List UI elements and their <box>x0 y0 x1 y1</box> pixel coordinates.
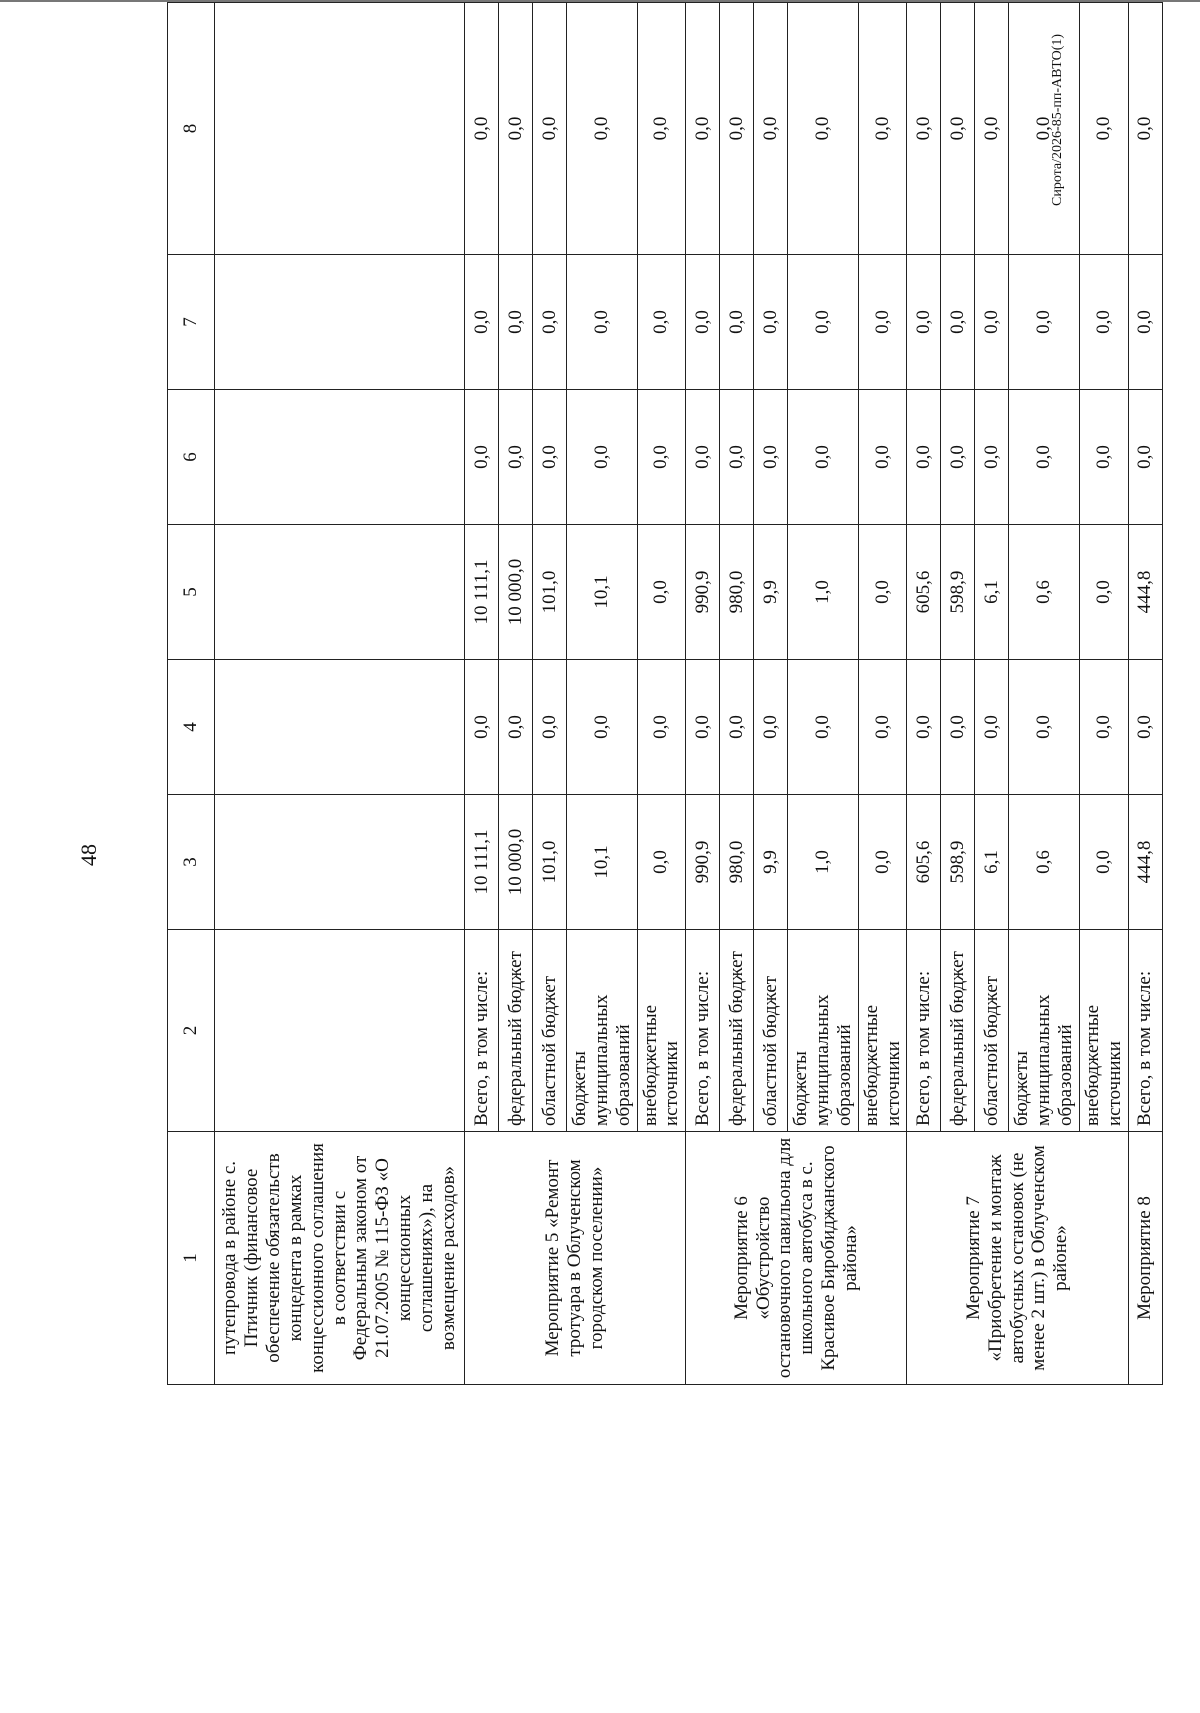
value-cell: 0,0 <box>567 660 638 795</box>
table-row <box>465 3 499 1385</box>
value-cell: 0,0 <box>941 255 975 390</box>
value-cell: 0,0 <box>637 255 686 390</box>
value-cell: 980,0 <box>720 525 754 660</box>
value-cell: 0,0 <box>533 390 567 525</box>
value-cell: 10 000,0 <box>499 795 533 930</box>
value-cell: 10 111,1 <box>465 795 499 930</box>
empty-cell <box>215 390 465 525</box>
value-cell: 0,0 <box>1079 3 1128 255</box>
funding-source: федеральный бюджет <box>720 930 754 1132</box>
value-cell: 990,9 <box>686 525 720 660</box>
value-cell: 0,0 <box>637 660 686 795</box>
value-cell: 0,0 <box>975 3 1009 255</box>
value-cell: 0,0 <box>907 3 941 255</box>
value-cell: 101,0 <box>533 525 567 660</box>
value-cell: 0,0 <box>637 525 686 660</box>
value-cell: 0,0 <box>858 390 907 525</box>
value-cell: 0,0 <box>858 525 907 660</box>
value-cell: 0,0 <box>907 660 941 795</box>
value-cell: 0,0 <box>907 255 941 390</box>
empty-cell <box>215 660 465 795</box>
funding-source: бюджеты муниципальных образований <box>567 930 638 1132</box>
value-cell: 0,0 <box>686 390 720 525</box>
empty-cell <box>215 795 465 930</box>
funding-source: областной бюджет <box>975 930 1009 1132</box>
value-cell: 0,0 <box>1079 255 1128 390</box>
value-cell: 9,9 <box>754 525 788 660</box>
funding-source: областной бюджет <box>533 930 567 1132</box>
value-cell: 0,0 <box>686 255 720 390</box>
funding-source: внебюджетные источники <box>1079 930 1128 1132</box>
value-cell: 6,1 <box>975 795 1009 930</box>
funding-source: Всего, в том числе: <box>465 930 499 1132</box>
value-cell: 0,0 <box>533 3 567 255</box>
funding-source: Всего, в том числе: <box>686 930 720 1132</box>
value-cell: 0,0 <box>720 660 754 795</box>
header-cell: 6 <box>168 390 215 525</box>
value-cell: 0,0 <box>499 255 533 390</box>
value-cell: 444,8 <box>1128 795 1162 930</box>
value-cell: 605,6 <box>907 525 941 660</box>
value-cell: 0,0 <box>1009 660 1080 795</box>
value-cell: 0,0 <box>720 255 754 390</box>
value-cell: 0,0 <box>567 255 638 390</box>
value-cell: 0,0 <box>533 660 567 795</box>
value-cell: 0,6 <box>1009 525 1080 660</box>
value-cell: 0,0 <box>1128 660 1162 795</box>
value-cell: 0,0 <box>686 3 720 255</box>
value-cell: 0,0 <box>975 390 1009 525</box>
value-cell: 9,9 <box>754 795 788 930</box>
funding-source: внебюджетные источники <box>858 930 907 1132</box>
value-cell: 0,0 <box>1128 3 1162 255</box>
value-cell: 0,0 <box>941 3 975 255</box>
value-cell: 0,0 <box>567 390 638 525</box>
value-cell: 101,0 <box>533 795 567 930</box>
header-cell: 3 <box>168 795 215 930</box>
document-code: Сирота/2026-85-пп-АВТО(1) <box>1050 33 1065 206</box>
value-cell: 0,0 <box>941 390 975 525</box>
value-cell: 980,0 <box>720 795 754 930</box>
empty-cell <box>215 3 465 255</box>
value-cell: 0,0 <box>465 255 499 390</box>
value-cell: 0,0 <box>788 255 859 390</box>
value-cell: 0,0 <box>754 255 788 390</box>
measure-title: Мероприятие 6 «Обустройство остановочного павильона для школьного автобуса в с. Красивое Биробиджанского района» <box>686 1132 907 1385</box>
value-cell: 0,0 <box>637 390 686 525</box>
value-cell: 0,0 <box>754 660 788 795</box>
header-cell: 7 <box>168 255 215 390</box>
header-cell: 8 <box>168 3 215 255</box>
value-cell: 0,0 <box>720 3 754 255</box>
value-cell: 0,0 <box>499 3 533 255</box>
budget-table <box>167 2 1163 1385</box>
funding-source: Всего, в том числе: <box>1128 930 1162 1132</box>
value-cell: 0,0 <box>499 660 533 795</box>
value-cell: 0,0 <box>465 3 499 255</box>
measure-title: Мероприятие 7 «Приобретение и монтаж автобусных остановок (не менее 2 шт.) в Облученском районе» <box>907 1132 1128 1385</box>
table-row <box>686 3 720 1385</box>
header-cell: 1 <box>168 1132 215 1385</box>
value-cell: 1,0 <box>788 525 859 660</box>
value-cell: 10,1 <box>567 525 638 660</box>
value-cell: 0,0 <box>686 660 720 795</box>
value-cell: 0,0 <box>907 390 941 525</box>
header-cell: 2 <box>168 930 215 1132</box>
value-cell: 0,0 <box>1079 525 1128 660</box>
value-cell: 6,1 <box>975 525 1009 660</box>
empty-cell <box>215 525 465 660</box>
value-cell: 0,0 <box>533 255 567 390</box>
value-cell: 0,0 <box>858 255 907 390</box>
value-cell: 0,0 <box>637 3 686 255</box>
value-cell: 0,0 <box>1079 390 1128 525</box>
value-cell: 0,0 <box>754 3 788 255</box>
value-cell: 0,0 <box>499 390 533 525</box>
funding-source: бюджеты муниципальных образований <box>1009 930 1080 1132</box>
value-cell: 10 000,0 <box>499 525 533 660</box>
value-cell: 0,0 <box>465 660 499 795</box>
value-cell: 0,0 <box>1009 3 1080 255</box>
funding-source: Всего, в том числе: <box>907 930 941 1132</box>
value-cell: 990,9 <box>686 795 720 930</box>
continued-row <box>215 3 465 1385</box>
value-cell: 0,0 <box>1009 255 1080 390</box>
value-cell: 0,0 <box>567 3 638 255</box>
funding-source: бюджеты муниципальных образований <box>788 930 859 1132</box>
measure-title: Мероприятие 8 <box>1128 1132 1162 1385</box>
table-row <box>907 3 941 1385</box>
value-cell: 0,0 <box>1079 795 1128 930</box>
value-cell: 444,8 <box>1128 525 1162 660</box>
value-cell: 0,0 <box>788 390 859 525</box>
value-cell: 10,1 <box>567 795 638 930</box>
header-row <box>168 3 215 1385</box>
header-cell: 5 <box>168 525 215 660</box>
value-cell: 0,0 <box>858 3 907 255</box>
empty-cell <box>215 255 465 390</box>
empty-cell <box>215 930 465 1132</box>
value-cell: 0,0 <box>1128 255 1162 390</box>
value-cell: 0,0 <box>858 795 907 930</box>
value-cell: 0,0 <box>1128 390 1162 525</box>
value-cell: 0,0 <box>941 660 975 795</box>
funding-source: областной бюджет <box>754 930 788 1132</box>
value-cell: 0,0 <box>754 390 788 525</box>
value-cell: 605,6 <box>907 795 941 930</box>
value-cell: 0,0 <box>1079 660 1128 795</box>
value-cell: 0,0 <box>975 255 1009 390</box>
funding-source: внебюджетные источники <box>637 930 686 1132</box>
value-cell: 0,0 <box>975 660 1009 795</box>
value-cell: 598,9 <box>941 795 975 930</box>
continued-measure-text: путепровода в районе с. Птичник (финансовое обеспечение обязательств концедента в рамках концессионного соглашения в соответствии с Федеральным законом от 21.07.2005 № 115-ФЗ «О концессионных соглашениях»), на возмещение расходов» <box>215 1132 465 1385</box>
value-cell: 0,6 <box>1009 795 1080 930</box>
value-cell: 0,0 <box>637 795 686 930</box>
value-cell: 0,0 <box>720 390 754 525</box>
funding-source: федеральный бюджет <box>941 930 975 1132</box>
value-cell: 0,0 <box>1009 390 1080 525</box>
value-cell: 598,9 <box>941 525 975 660</box>
value-cell: 0,0 <box>465 390 499 525</box>
value-cell: 0,0 <box>788 660 859 795</box>
table-row <box>1128 3 1162 1385</box>
page-number: 48 <box>76 844 101 866</box>
value-cell: 0,0 <box>858 660 907 795</box>
funding-source: федеральный бюджет <box>499 930 533 1132</box>
value-cell: 0,0 <box>788 3 859 255</box>
value-cell: 1,0 <box>788 795 859 930</box>
value-cell: 10 111,1 <box>465 525 499 660</box>
header-cell: 4 <box>168 660 215 795</box>
measure-title: Мероприятие 5 «Ремонт тротуара в Облученском городском поселении» <box>465 1132 686 1385</box>
